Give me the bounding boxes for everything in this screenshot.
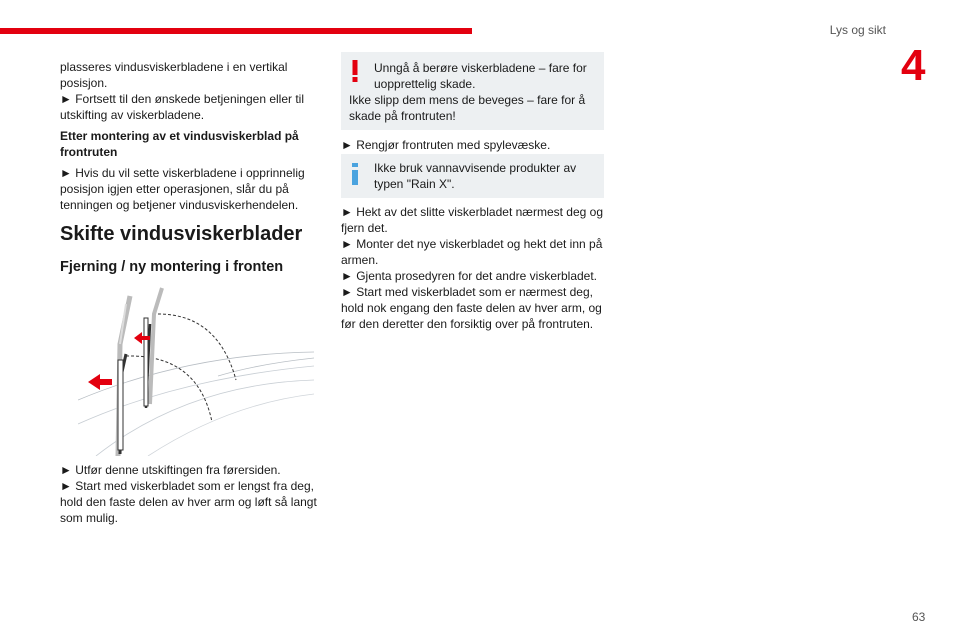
- warning-box: [341, 52, 604, 130]
- warning-line-2: Ikke slipp dem mens de beveges – fare for å skade på frontruten!: [349, 93, 586, 123]
- warning-line-1: Unngå å berøre viskerbladene – fare for uopprettelig skade.: [374, 61, 587, 91]
- after-mounting-heading: Etter montering av et vindusviskerblad på frontruten: [60, 129, 299, 159]
- section-heading: Skifte vindusviskerblader: [60, 223, 303, 245]
- step-unhook: ► Hekt av det slitte viskerbladet nærmest deg og fjern det.: [341, 205, 603, 235]
- step-lower: ► Start med viskerbladet som er nærmest deg, hold nok engang den faste delen av hver arm, og før den deretter den forsiktig over på frontruten.: [341, 285, 602, 331]
- intro-step: ► Fortsett til den ønskede betjeningen eller til utskifting av viskerbladene.: [60, 92, 305, 122]
- info-box: [341, 154, 604, 198]
- exclamation-icon: [351, 60, 359, 82]
- header-accent-bar: [0, 28, 472, 34]
- step-driver-side: ► Utfør denne utskiftingen fra førersiden.: [60, 463, 281, 477]
- clean-windscreen-step: ► Rengjør frontruten med spylevæske.: [341, 138, 551, 152]
- wiper-illustration: [78, 284, 314, 456]
- page-number: 63: [912, 610, 926, 624]
- intro-paragraph: plasseres vindusviskerbladene i en vertikal posisjon.: [60, 60, 288, 90]
- info-text: Ikke bruk vannavvisende produkter av typen "Rain X".: [374, 161, 577, 191]
- subsection-heading: Fjerning / ny montering i fronten: [60, 259, 284, 275]
- step-mount: ► Monter det nye viskerbladet og hekt det inn på armen.: [341, 237, 603, 267]
- after-mounting-text: ► Hvis du vil sette viskerbladene i opprinnelig posisjon igjen etter operasjonen, slår du på tenningen og betjener vindusviskerhendelen.: [60, 166, 305, 212]
- section-title: Lys og sikt: [829, 23, 886, 37]
- chapter-number: 4: [901, 41, 926, 90]
- step-repeat: ► Gjenta prosedyren for det andre viskerbladet.: [341, 269, 598, 283]
- info-icon: [352, 163, 358, 185]
- step-lift-arms: ► Start med viskerbladet som er lengst fra deg, hold den faste delen av hver arm og løft så langt som mulig.: [60, 479, 317, 525]
